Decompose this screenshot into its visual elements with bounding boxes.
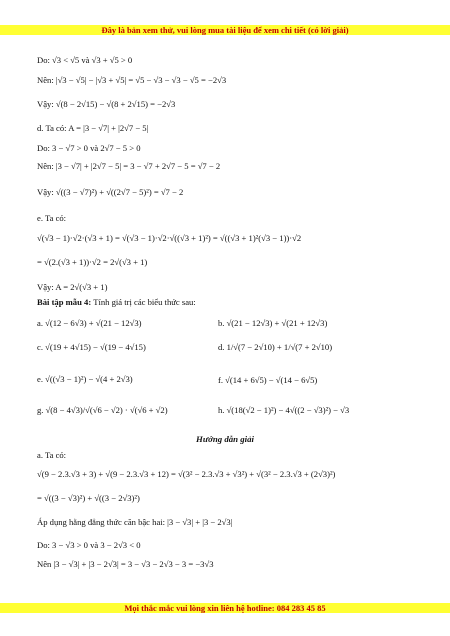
exercise-heading (37, 297, 196, 308)
exercise-text: Tính giá trị các biểu thức sau: (93, 297, 196, 307)
exercise-item: b. √(21 − 12√3) + √(21 + 12√3) (218, 318, 328, 328)
solution-line: = √((3 − √3)²) + √((3 − 2√3)²) (37, 493, 140, 503)
text-line: e. Ta có: (37, 213, 67, 223)
text-line: Vậy: √(8 − 2√15) − √(8 + 2√15) = −2√3 (37, 99, 176, 109)
text-line: Nên: |√3 − √5| − |√3 + √5| = √5 − √3 − √3 − √5 = −2√3 (37, 75, 227, 85)
solution-line: a. Ta có: (37, 450, 67, 460)
exercise-label: Bài tập mẫu 4: (37, 297, 92, 307)
text-line: Do: √3 < √5 và √3 + √5 > 0 (37, 55, 133, 65)
solution-heading: Hướng dẫn giải (196, 434, 254, 444)
text-line: Vậy: A = 2√(√3 + 1) (37, 282, 108, 292)
exercise-item: h. √(18(√2 − 1)²) − 4√((2 − √3)²) − √3 (218, 405, 350, 415)
exercise-item: g. √(8 − 4√3)/√(√6 − √2) · √(√6 + √2) (37, 405, 168, 415)
text-line: = √(2.(√3 + 1))·√2 = 2√(√3 + 1) (37, 257, 148, 267)
text-line: d. Ta có: A = |3 − √7| + |2√7 − 5| (37, 123, 149, 133)
solution-line: Do: 3 − √3 > 0 và 3 − 2√3 < 0 (37, 540, 141, 550)
exercise-item: c. √(19 + 4√15) − √(19 − 4√15) (37, 342, 146, 352)
solution-line: √(9 − 2.3.√3 + 3) + √(9 − 2.3.√3 + 12) = √(3² − 2.3.√3 + √3²) + √(3² − 2.3.√3 + (2√3)²) (37, 469, 336, 479)
text-line: Do: 3 − √7 > 0 và 2√7 − 5 > 0 (37, 143, 141, 153)
hotline-banner: Mọi thắc mắc vui lòng xin liên hệ hotline: 084 283 45 85 (0, 603, 450, 613)
text-line: Vậy: √((3 − √7)²) + √((2√7 − 5)²) = √7 − 2 (37, 187, 184, 197)
solution-line: Áp dụng hằng đẳng thức căn bậc hai: |3 − √3| + |3 − 2√3| (37, 517, 233, 527)
exercise-item: f. √(14 + 6√5) − √(14 − 6√5) (218, 375, 318, 385)
exercise-item: d. 1/√(7 − 2√10) + 1/√(7 + 2√10) (218, 342, 333, 352)
exercise-item: e. √((√3 − 1)²) − √(4 + 2√3) (37, 374, 133, 384)
text-line: Nên: |3 − √7| + |2√7 − 5| = 3 − √7 + 2√7 − 5 = √7 − 2 (37, 161, 221, 171)
text-line: √(√3 − 1)·√2·(√3 + 1) = √(√3 − 1)·√2·√((√3 + 1)²) = √((√3 + 1)²(√3 − 1))·√2 (37, 233, 302, 243)
preview-banner: Đây là bản xem thử, vui lòng mua tài liệu để xem chi tiết (có lời giải) (0, 25, 450, 35)
exercise-item: a. √(12 − 6√3) + √(21 − 12√3) (37, 318, 142, 328)
solution-line: Nên |3 − √3| + |3 − 2√3| = 3 − √3 − 2√3 − 3 = −3√3 (37, 559, 214, 569)
